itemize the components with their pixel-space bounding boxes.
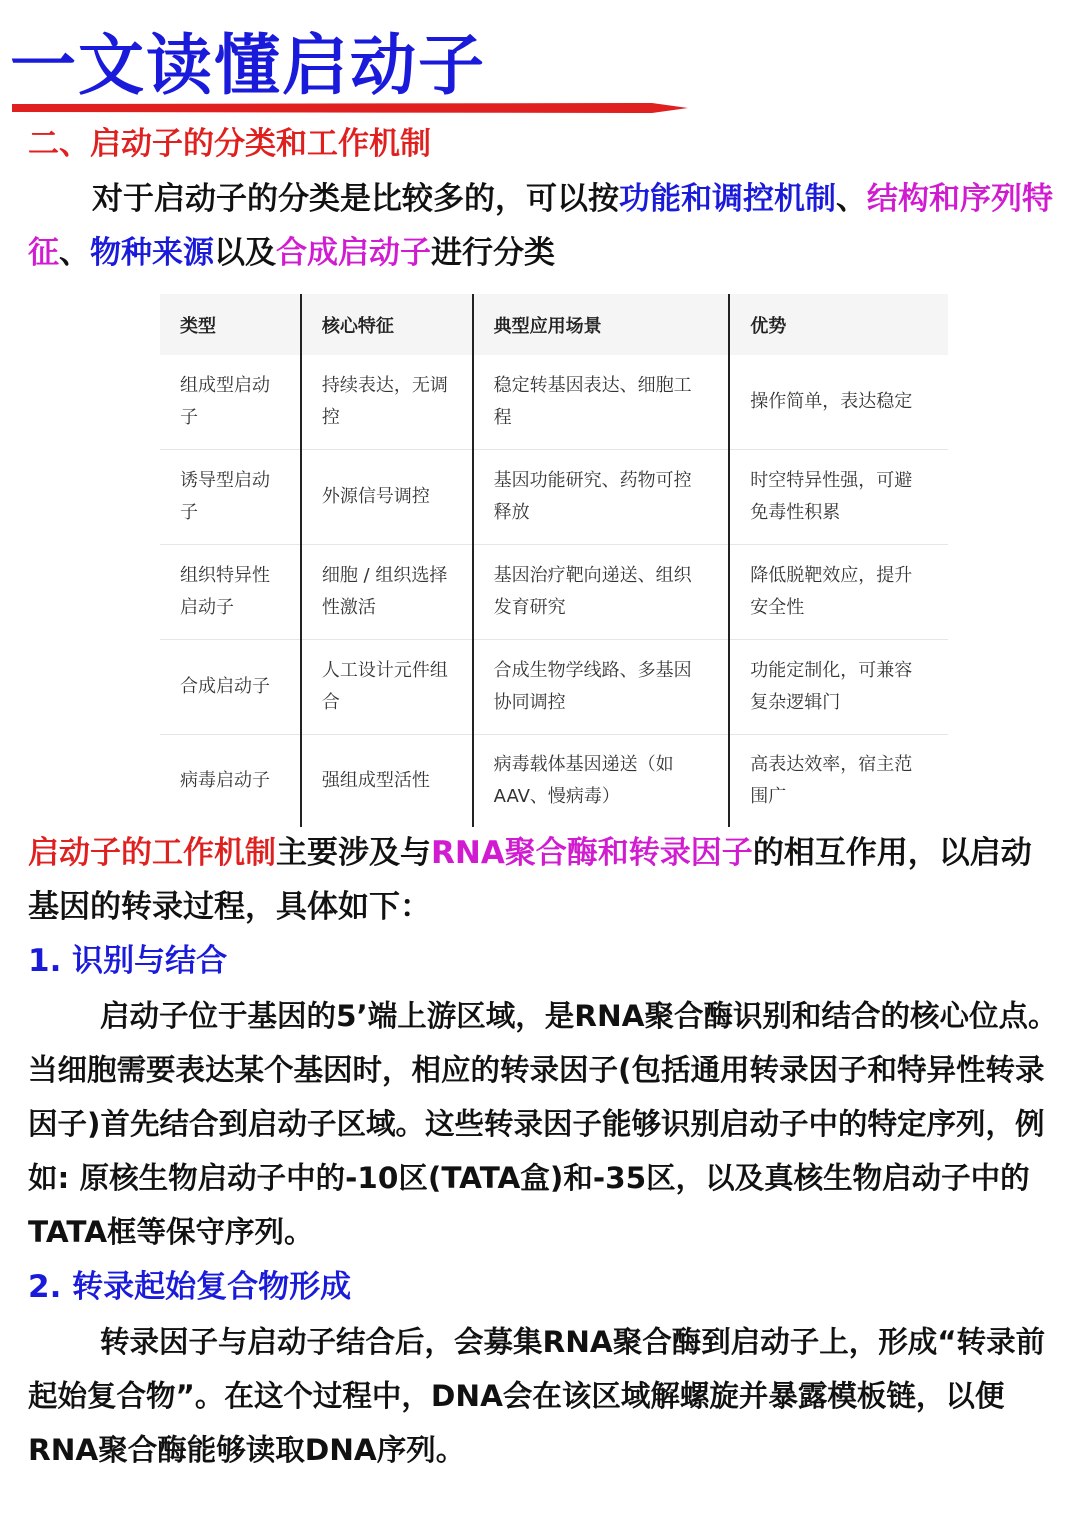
column-header-type: 类型 <box>160 294 301 355</box>
mechanism-text: 的相互作用，以启动基因的转录过程，具体如下： <box>28 835 1032 925</box>
table-row <box>160 355 948 450</box>
table-cell: 诱导型启动子 <box>160 450 301 545</box>
table-cell: 高表达效率，宿主范围广 <box>729 735 948 828</box>
table-row <box>160 545 948 640</box>
table-cell: 持续表达，无调控 <box>301 355 473 450</box>
table-cell: 合成启动子 <box>160 640 301 735</box>
step-2-body <box>28 1315 1060 1477</box>
table-cell: 基因治疗靶向递送、组织发育研究 <box>473 545 730 640</box>
intro-text: 以及 <box>214 235 276 271</box>
table-cell: 外源信号调控 <box>301 450 473 545</box>
table-cell: 病毒载体基因递送（如 AAV、慢病毒） <box>473 735 730 828</box>
table-header-row <box>160 294 948 355</box>
mechanism-text: 主要涉及与 <box>276 835 431 871</box>
section-title: 二、启动子的分类和工作机制 <box>28 126 431 162</box>
step-1-title: 1. 识别与结合 <box>28 943 228 979</box>
mechanism-highlight: RNA聚合酶和转录因子 <box>431 835 753 871</box>
title-underline-arrow-icon <box>12 98 692 118</box>
mechanism-paragraph <box>28 826 1058 934</box>
intro-text: 、 <box>836 181 867 217</box>
step-1-text: 启动子位于基因的5’端上游区域，是RNA聚合酶识别和结合的核心位点。当细胞需要表达某个基因时，相应的转录因子(包括通用转录因子和特异性转录因子)首先结合到启动子区域。这些转录因子能够识别启动子中的特定序列，例如: 原核生物启动子中的-10区(TATA盒)和-35区，以及真核生物启动子中的TATA框等保守序列。 <box>28 999 1058 1249</box>
table-cell: 组成型启动子 <box>160 355 301 450</box>
intro-highlight: 合成启动子 <box>276 235 431 271</box>
column-header-application: 典型应用场景 <box>473 294 730 355</box>
page-title: 一文读懂启动子 <box>10 27 486 104</box>
mechanism-highlight: 启动子的工作机制 <box>28 835 276 871</box>
table-cell: 组织特异性启动子 <box>160 545 301 640</box>
step-1-body <box>28 989 1060 1259</box>
column-header-advantage: 优势 <box>729 294 948 355</box>
intro-paragraph <box>28 172 1058 280</box>
column-header-feature: 核心特征 <box>301 294 473 355</box>
table-cell: 基因功能研究、药物可控释放 <box>473 450 730 545</box>
table-cell: 病毒启动子 <box>180 770 270 791</box>
table-cell: 稳定转基因表达、细胞工程 <box>473 355 730 450</box>
table-cell: 合成生物学线路、多基因协同调控 <box>473 640 730 735</box>
step-2-title: 2. 转录起始复合物形成 <box>28 1269 352 1305</box>
table-cell: 时空特异性强，可避免毒性积累 <box>729 450 948 545</box>
step-2-text: 转录因子与启动子结合后，会募集RNA聚合酶到启动子上，形成“转录前起始复合物”。在这个过程中，DNA会在该区域解螺旋并暴露模板链，以便RNA聚合酶能够读取DNA序列。 <box>28 1325 1046 1467</box>
table-row <box>160 450 948 545</box>
table-row <box>160 640 948 735</box>
table-cell: 细胞 / 组织选择性激活 <box>301 545 473 640</box>
intro-highlight: 物种来源 <box>90 235 214 271</box>
table-row <box>160 735 948 828</box>
intro-text: 对于启动子的分类是比较多的，可以按 <box>92 181 619 217</box>
table-cell: 降低脱靶效应，提升安全性 <box>729 545 948 640</box>
table-cell: 强组成型活性 <box>301 735 473 828</box>
intro-text: 进行分类 <box>431 235 555 271</box>
table-cell: 人工设计元件组合 <box>301 640 473 735</box>
table-cell: 功能定制化，可兼容复杂逻辑门 <box>729 640 948 735</box>
intro-text: 、 <box>59 235 90 271</box>
promoter-classification-table <box>160 294 948 827</box>
intro-highlight: 结构和序列特征 <box>28 181 1053 271</box>
table-cell: 操作简单，表达稳定 <box>729 355 948 450</box>
intro-highlight: 功能和调控机制 <box>619 181 836 217</box>
